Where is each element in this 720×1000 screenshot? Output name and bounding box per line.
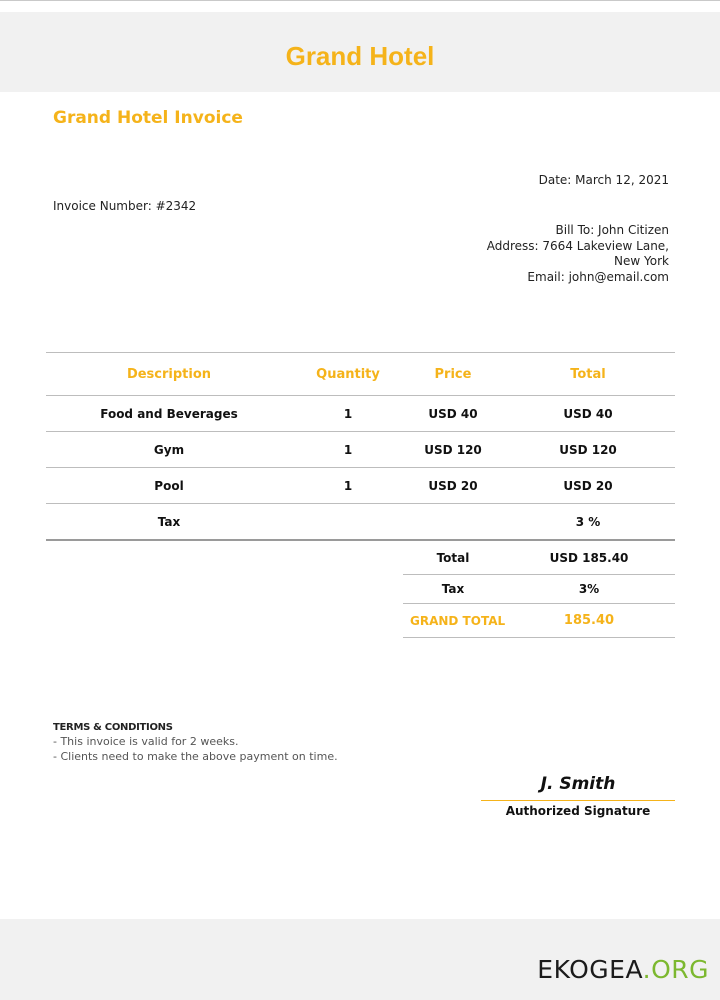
item-quantity: 1 — [343, 406, 353, 421]
item-quantity: 1 — [343, 478, 353, 493]
column-header-quantity: Quantity — [316, 366, 380, 382]
signature-block — [481, 774, 675, 818]
totals-row-grand-total — [403, 604, 675, 638]
items-table — [46, 352, 675, 541]
item-price — [402, 504, 504, 539]
item-description: Food and Beverages — [100, 406, 238, 421]
table-row — [46, 468, 675, 503]
item-quantity — [296, 504, 400, 539]
signature-name: J. Smith — [540, 774, 616, 794]
address-line-2: New York — [614, 254, 669, 268]
table-header-row — [46, 353, 675, 395]
grand-total-label: GRAND TOTAL — [410, 613, 506, 628]
item-quantity: 1 — [343, 442, 353, 457]
terms-line: - This invoice is valid for 2 weeks. — [53, 735, 239, 748]
terms-title: TERMS & CONDITIONS — [53, 722, 173, 733]
item-price: USD 20 — [428, 478, 478, 493]
bill-to-block — [487, 223, 669, 285]
total-label: Total — [436, 550, 470, 565]
hotel-name: Grand Hotel — [285, 41, 435, 71]
column-header-price: Price — [434, 366, 472, 382]
table-row — [46, 432, 675, 467]
bill-to: Bill To: John Citizen — [555, 223, 669, 237]
item-price: USD 40 — [428, 406, 478, 421]
totals-row-tax — [403, 575, 675, 604]
item-total: USD 120 — [559, 442, 617, 457]
table-row — [46, 396, 675, 431]
terms-section — [53, 722, 338, 763]
invoice-number: Invoice Number: #2342 — [53, 199, 197, 213]
item-description: Pool — [154, 478, 184, 493]
signature-label: Authorized Signature — [505, 804, 651, 818]
email: Email: john@email.com — [527, 269, 669, 284]
totals-table — [403, 541, 675, 638]
item-total: 3 % — [575, 514, 601, 529]
item-price: USD 120 — [424, 442, 482, 457]
top-border — [0, 0, 720, 1]
brand-logo — [537, 955, 709, 984]
item-description: Tax — [157, 514, 181, 529]
tax-label: Tax — [441, 582, 465, 596]
brand-domain: .ORG — [642, 955, 709, 984]
table-row — [46, 504, 675, 539]
item-total: USD 40 — [563, 406, 613, 421]
grand-total-value: 185.40 — [563, 613, 615, 628]
signature-line — [481, 800, 675, 801]
item-description: Gym — [153, 442, 185, 457]
item-total: USD 20 — [563, 478, 613, 493]
tax-value: 3% — [578, 582, 600, 596]
brand-name: EKOGEA — [537, 955, 643, 984]
column-header-total: Total — [570, 366, 606, 382]
invoice-title: Grand Hotel Invoice — [53, 108, 243, 128]
address-line-1: Address: 7664 Lakeview Lane, — [486, 238, 669, 253]
terms-line: - Clients need to make the above payment on time. — [53, 750, 338, 763]
column-header-description: Description — [126, 366, 212, 382]
invoice-date: Date: March 12, 2021 — [538, 173, 669, 187]
total-value: USD 185.40 — [549, 550, 629, 565]
totals-row-total — [403, 541, 675, 575]
